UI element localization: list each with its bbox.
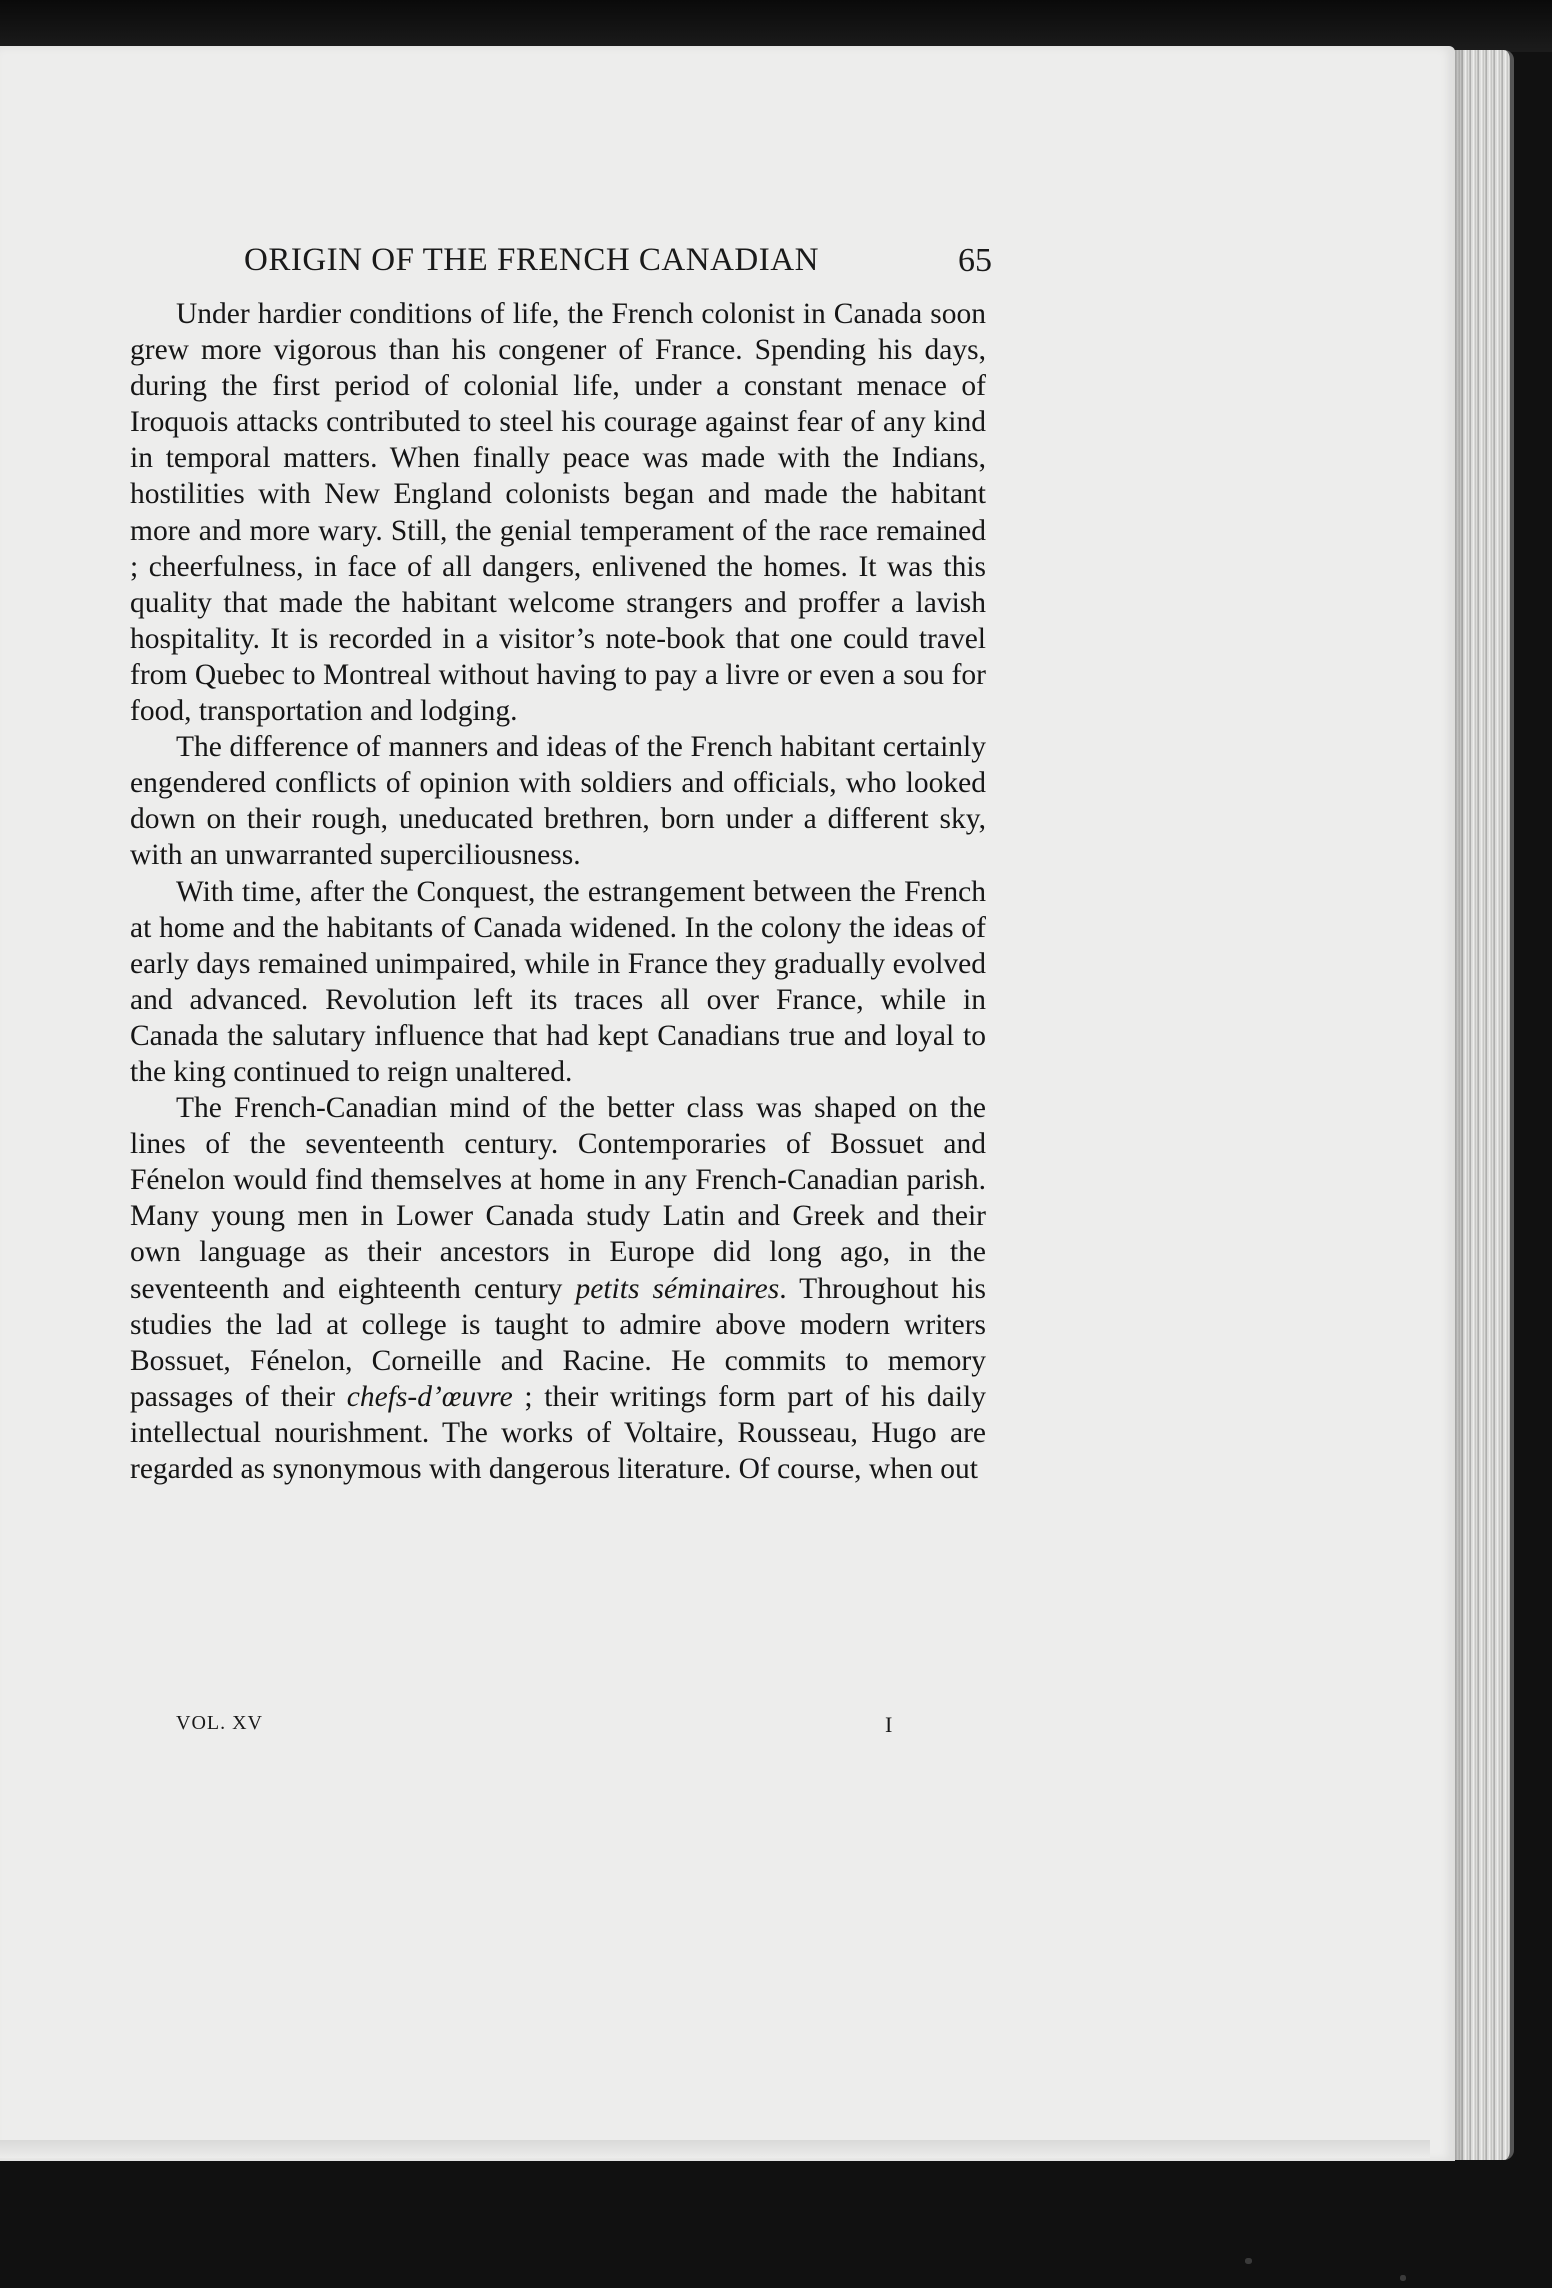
- paragraph: [130, 296, 986, 729]
- paragraph: [130, 1090, 986, 1487]
- body-text: [130, 296, 986, 1487]
- page-footer: [130, 1712, 920, 1742]
- text-run: . Throughout his studies the lad at college is taught to admire above modern writers Bossuet, Fénelon, Corneille and Racine. He commits to memory passages of their: [130, 1272, 986, 1413]
- scan-speck: [1400, 2275, 1406, 2281]
- page-stack-bottom-edge: [0, 2140, 1430, 2158]
- text-run: ; their writings form part of his daily intellectual nourishment. The works of Voltaire, Rousseau, Hugo are regarded as synonymous with dangerous literature. Of course, when out: [130, 1380, 986, 1485]
- scan-speck: [1245, 2258, 1252, 2264]
- italic-phrase: chefs-d’œuvre: [346, 1380, 513, 1413]
- gathering-signature: I: [885, 1712, 893, 1737]
- page-number: 65: [958, 242, 992, 279]
- paragraph: [130, 729, 986, 873]
- page-edge-shadow: [1455, 50, 1465, 2160]
- text-run: With time, after the Conquest, the estrangement between the French at home and the habitants of Canada widened. In the colony the ideas of early days remained unimpaired, while in France they gradually evolved and advanced. Revolution left its traces all over France, while in Canada the salutary influence that had kept Canadians true and loyal to the king continued to reign unaltered.: [130, 875, 986, 1088]
- text-run: The French-Canadian mind of the better class was shaped on the lines of the seventeenth century. Contemporaries of Bossuet and Fénelon would find themselves at home in any French-Canadian parish. Many young men in Lower Canada study Latin and Greek and their own language as their ancestors in Europe did long ago, in the seventeenth and eighteenth century: [130, 1092, 986, 1305]
- text-run: Under hardier conditions of life, the French colonist in Canada soon grew more vigorous than his congener of France. Spending his days, during the first period of colonial life, under a constant menace of Iroquois attacks contributed to steel his courage against fear of any kind in temporal matters. When finally peace was made with the Indians, hostilities with New England colonists began and made the habitant more and more wary. Still, the genial temperament of the race remained ; cheerfulness, in face of all dangers, enlivened the homes. It was this quality that made the habitant welcome strangers and proffer a lavish hospitality. It is recorded in a visitor’s note-book that one could travel from Quebec to Montreal without having to pay a livre or even a sou for food, transportation and lodging.: [130, 298, 986, 728]
- volume-signature: VOL. XV: [176, 1712, 263, 1734]
- running-title: ORIGIN OF THE FRENCH CANADIAN: [244, 242, 819, 278]
- scanner-top-border: [0, 0, 1552, 52]
- text-run: The difference of manners and ideas of the French habitant certainly engendered conflicts of opinion with soldiers and officials, who looked down on their rough, uneducated brethren, born under a different sky, with an unwarranted superciliousness.: [130, 731, 986, 872]
- paragraph: [130, 874, 986, 1091]
- italic-phrase: petits séminaires: [575, 1272, 780, 1305]
- running-head: [132, 242, 992, 286]
